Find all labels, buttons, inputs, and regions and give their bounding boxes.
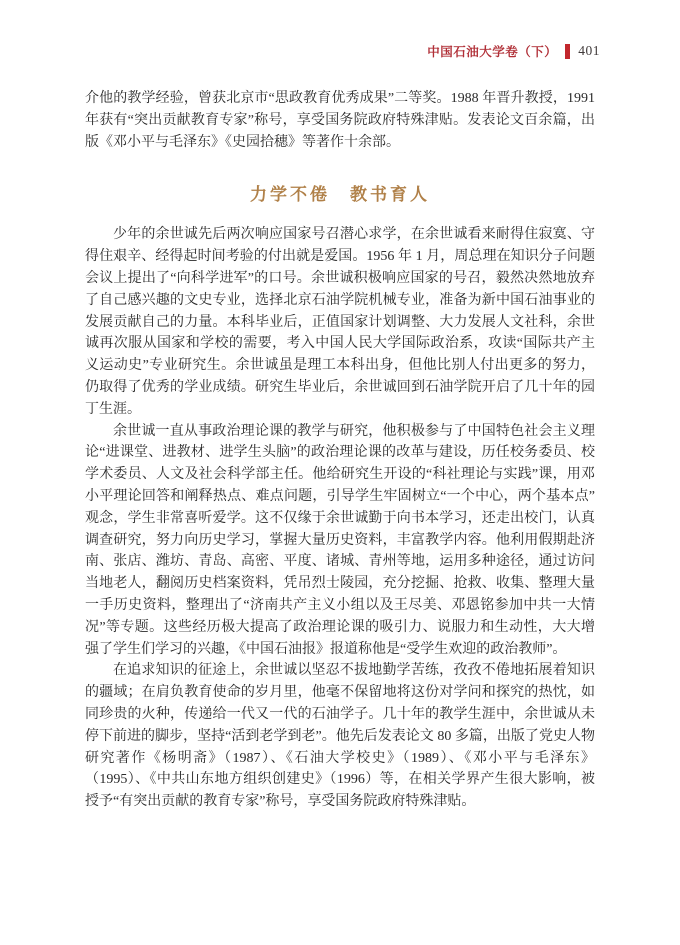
running-head (427, 42, 600, 60)
section-title: 力学不倦 教书育人 (250, 185, 430, 205)
paragraph: 少年的余世诚先后两次响应国家号召潜心求学，在余世诚看来耐得住寂寞、守得住艰辛、经得起时间考验的付出就是爱国。1956 年 1 月，周总理在知识分子问题会议上提出了“向科学进军”的口号。余世诚积极响应国家的号召，毅然决然地放弃了自己感兴趣的文史专业，选择北京石油学院机械专业，准备为新中国石油事业的发展贡献自己的力量。本科毕业后，正值国家计划调整、大力发展人文社科，余世诚再次服从国家和学校的需要，考入中国人民大学国际政治系，攻读“国际共产主义运动史”专业研究生。余世诚虽是理工本科出身，但他比别人付出更多的努力，仍取得了优秀的学业成绩。研究生毕业后，余世诚回到石油学院开启了几十年的园丁生涯。 (85, 227, 595, 417)
red-rule-divider (565, 44, 570, 59)
paragraph: 在追求知识的征途上，余世诚以坚忍不拔地勤学苦练，孜孜不倦地拓展着知识的疆域；在肩负教育使命的岁月里，他毫不保留地将这份对学问和探究的热忱，如同珍贵的火种，传递给一代又一代的石油学子。几十年的教学生涯中，余世诚从未停下前进的脚步，坚持“活到老学到老”。他先后发表论文 80 多篇，出版了党史人物研究著作《杨明斋》（1987）、《石油大学校史》（1989）、《邓小平与毛泽东》（1995）、《中共山东地方组织创建史》（1996）等，在相关学界产生很大影响，被授予“有突出贡献的教育专家”称号，享受国务院政府特殊津贴。 (85, 663, 595, 810)
page-content (85, 88, 595, 813)
paragraph: 余世诚一直从事政治理论课的教学与研究，他积极参与了中国特色社会主义理论“进课堂、进教材、进学生头脑”的政治理论课的改革与建设，历任校务委员、校学术委员、人文及社会科学部主任。他给研究生开设的“科社理论与实践”课，用邓小平理论回答和阐释热点、难点问题，引导学生牢固树立“一个中心，两个基本点”观念，学生非常喜听爱学。这不仅缘于余世诚勤于向书本学习，还走出校门，认真调查研究，努力向历史学习，掌握大量历史资料，丰富教学内容。他利用假期赴济南、张店、潍坊、青岛、高密、平度、诸城、青州等地，运用多种途径，通过访问当地老人，翻阅历史档案资料，凭吊烈士陵园，充分挖掘、抢救、收集、整理大量一手历史资料，整理出了“济南共产主义小组以及王尽美、邓恩铭参加中共一大情况”等专题。这些经历极大提高了政治理论课的吸引力、说服力和生动性，大大增强了学生们学习的兴趣，《中国石油报》报道称他是“受学生欢迎的政治教师”。 (85, 423, 595, 657)
paragraph-continuation: 介他的教学经验，曾获北京市“思政教育优秀成果”二等奖。1988 年晋升教授，1991 年获有“突出贡献教育专家”称号，享受国务院政府特殊津贴。发表论文百余篇，出版《邓小平与毛泽东》《史园拾穗》等著作十余部。 (85, 91, 595, 150)
page-number: 401 (578, 43, 600, 58)
book-title: 中国石油大学卷（下） (427, 45, 558, 59)
